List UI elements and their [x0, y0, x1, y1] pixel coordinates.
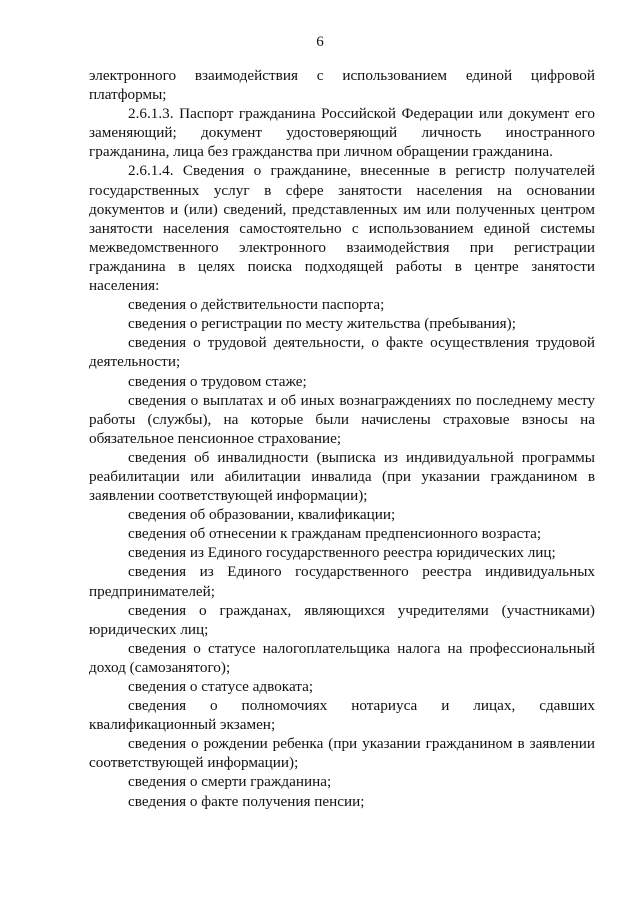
list-item: сведения об образовании, квалификации; [128, 506, 396, 524]
paragraph: электронного взаимодействия с использованием единой цифровой платформы; [89, 67, 595, 104]
list-item: сведения о смерти гражданина; [128, 773, 332, 791]
list-item: сведения о рождении ребенка (при указании гражданином в заявлении соответствующей информации); [89, 735, 595, 772]
list-item: сведения об отнесении к гражданам предпенсионного возраста; [128, 525, 542, 543]
list-item: сведения из Единого государственного реестра индивидуальных предпринимателей; [89, 563, 595, 600]
list-item: сведения о трудовом стаже; [128, 372, 307, 390]
list-item: сведения о полномочиях нотариуса и лицах, сдавших квалификационный экзамен; [89, 697, 595, 734]
list-item: сведения об инвалидности (выписка из индивидуальной программы реабилитации или абилитации инвалида (при указании гражданином в заявлении соответствующей информации); [89, 448, 595, 505]
paragraph: 2.6.1.3. Паспорт гражданина Российской Федерации или документ его заменяющий; документ удостоверяющий личность иностранного гражданина, лица без гражданства при личном обращении гражданина. [89, 105, 595, 161]
list-item: сведения о статусе адвоката; [128, 678, 314, 695]
document-body [89, 66, 595, 811]
page-number: 6 [316, 34, 324, 50]
list-item: сведения о выплатах и об иных вознаграждениях по последнему месту работы (службы), на которые были начислены страховые взносы на обязательное пенсионное страхование; [89, 391, 595, 447]
list-item: сведения из Единого государственного реестра юридических лиц; [128, 544, 556, 562]
list-item: сведения о статусе налогоплательщика налога на профессиональный доход (самозанятого); [89, 639, 595, 676]
list-item: сведения о трудовой деятельности, о факте осуществления трудовой деятельности; [89, 334, 595, 371]
list-item: сведения о действительности паспорта; [128, 296, 385, 314]
list-item: сведения о гражданах, являющихся учредителями (участниками) юридических лиц; [89, 601, 595, 638]
list-item: сведения о регистрации по месту жительства (пребывания); [128, 315, 516, 333]
paragraph: 2.6.1.4. Сведения о гражданине, внесенные в регистр получателей государственных услуг в сфере занятости населения на основании документов и (или) сведений, представленных им или полученных центром занятости населения самостоятельно с использованием единой системы межведомственного электронного взаимодействия при регистрации гражданина в целях поиска подходящей работы в центре занятости населения: [89, 162, 595, 295]
list-item: сведения о факте получения пенсии; [128, 792, 365, 810]
